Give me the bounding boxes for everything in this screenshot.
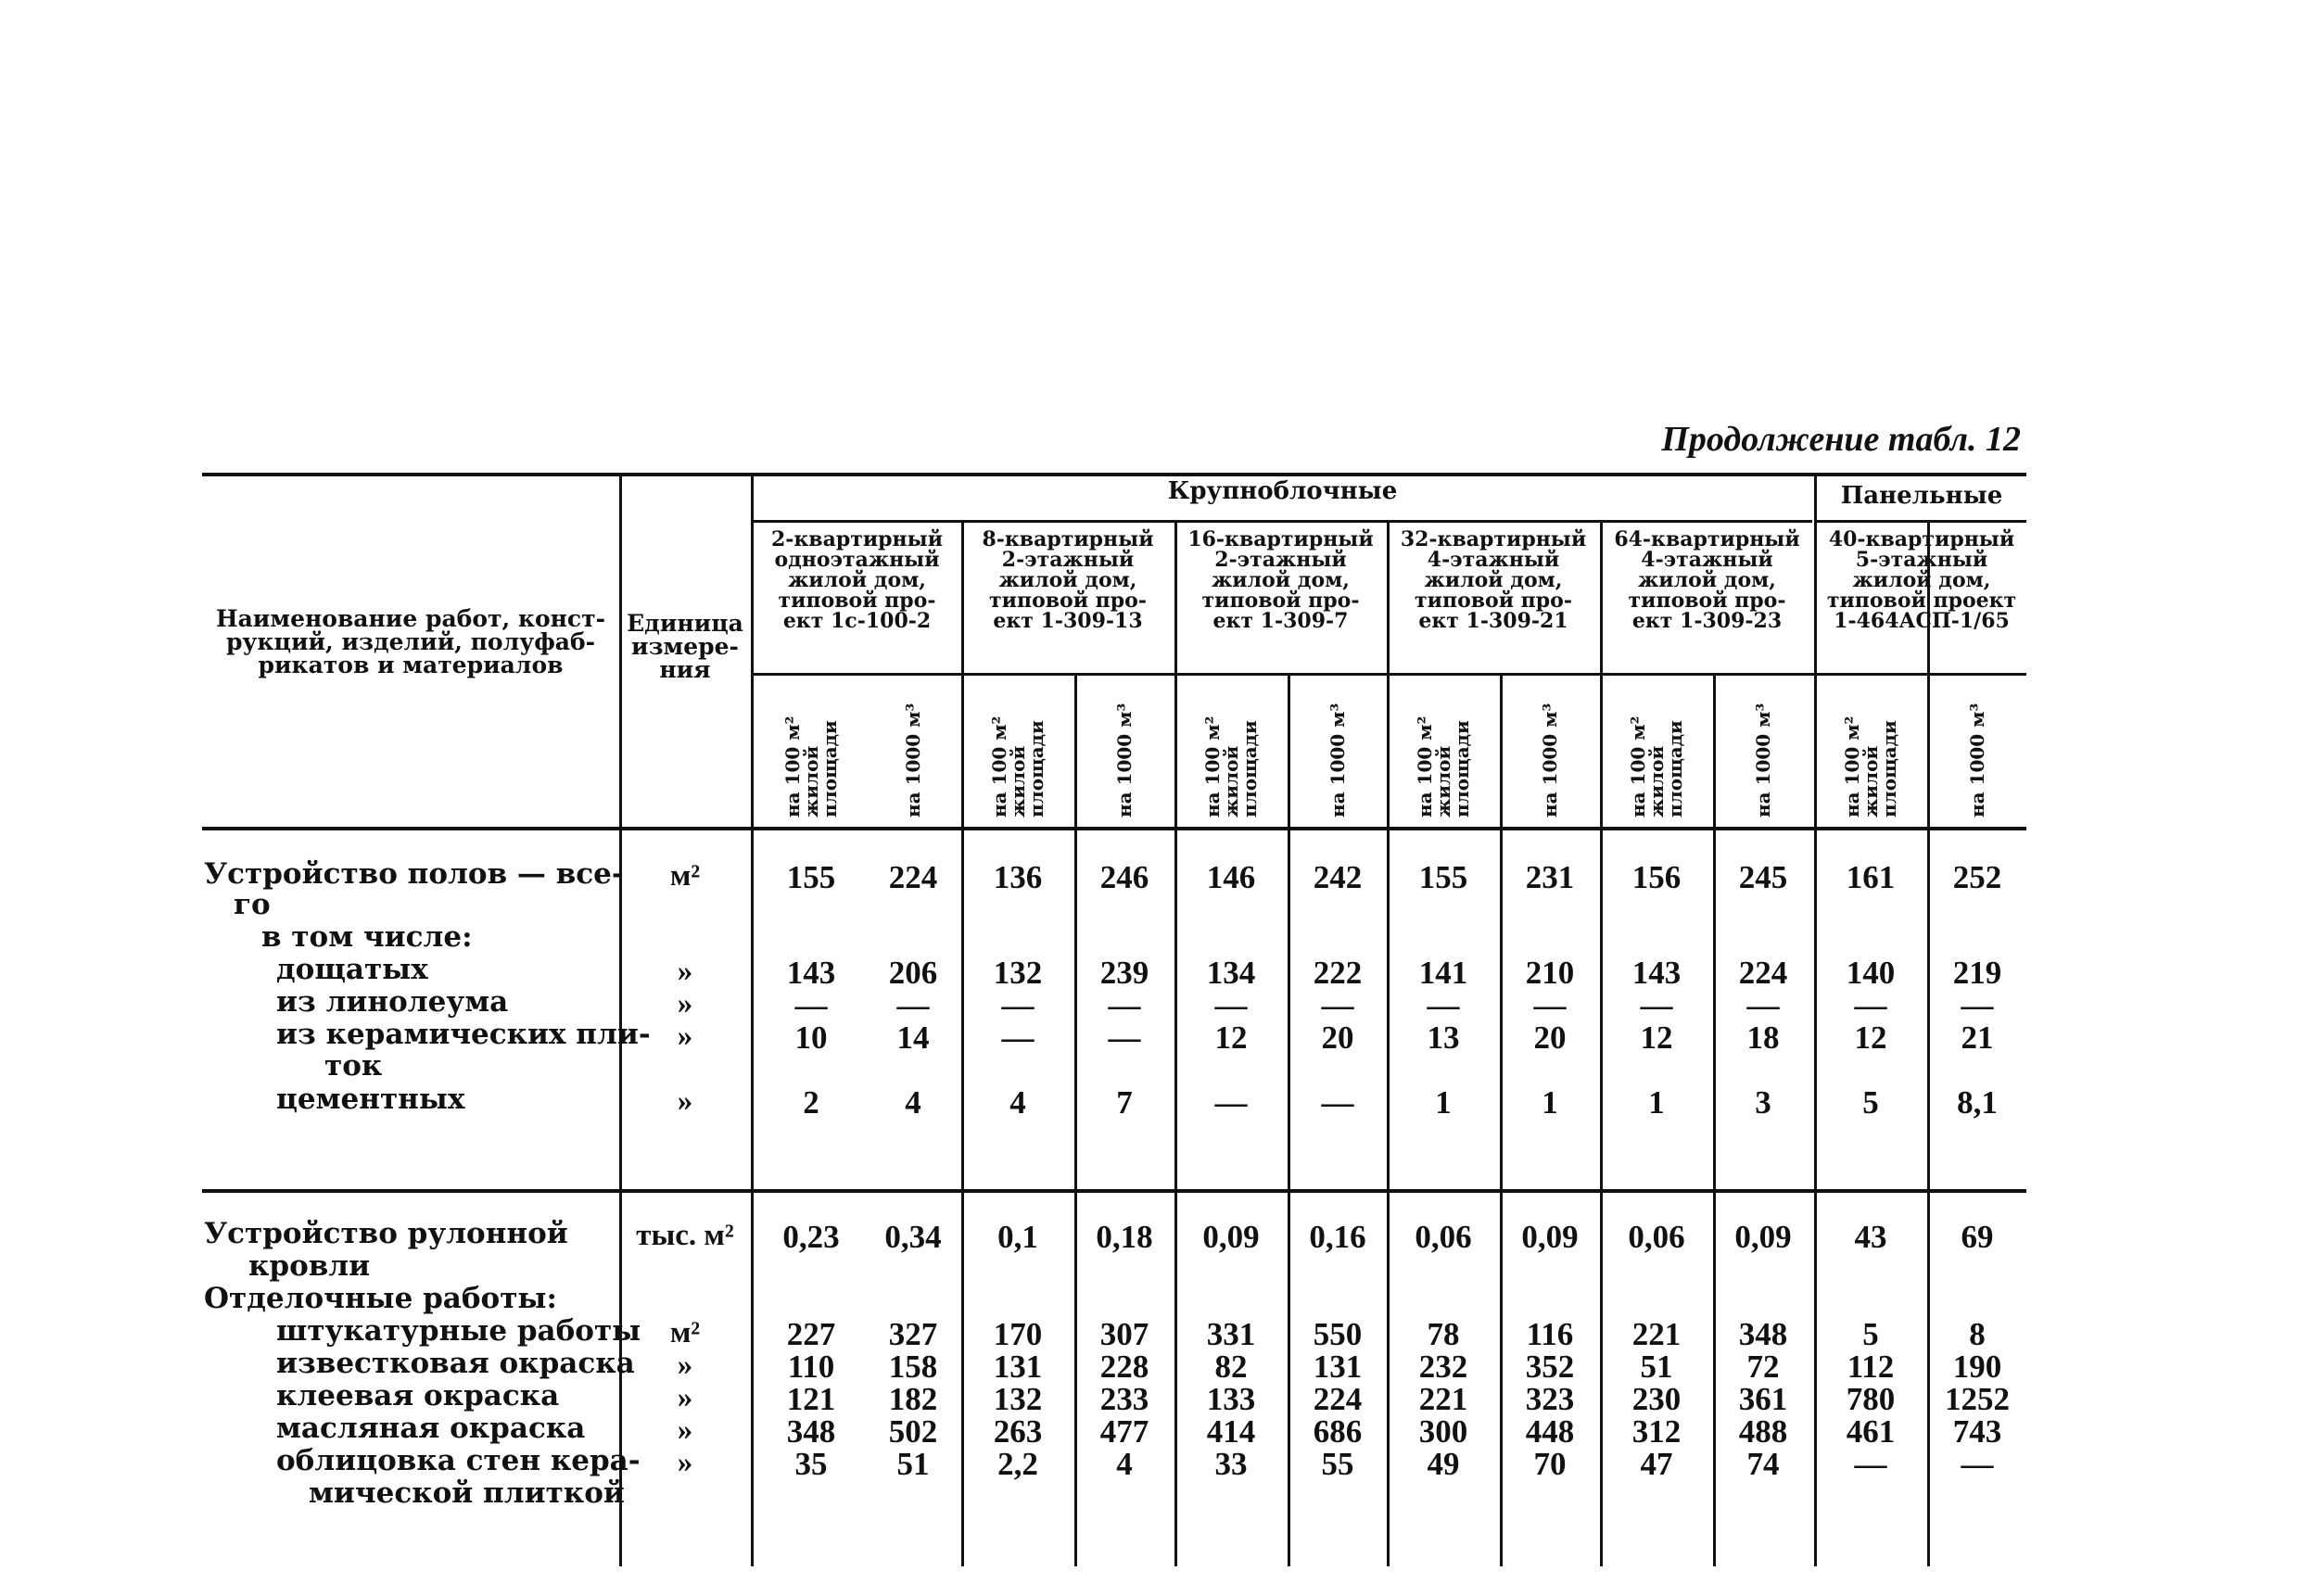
table-cell: 116 [1526,1316,1574,1352]
row-label: кровли [248,1249,371,1283]
table-cell: 131 [993,1349,1043,1385]
table-cell: 4 [905,1084,921,1121]
table-cell: — [896,987,930,1023]
table-cell: 221 [1418,1381,1468,1417]
table-cell: 155 [786,859,836,895]
row-unit: тыс. м² [636,1219,734,1252]
table-cell: 312 [1631,1413,1682,1450]
sub-header-per-100-living-area: на 100 м² жилой площади [1841,716,1900,817]
table-cell: 155 [1418,859,1468,895]
table-cell: 7 [1116,1084,1133,1121]
table-cell: 3 [1755,1084,1771,1121]
table-cell: 74 [1746,1446,1780,1482]
table-cell: — [1214,1084,1248,1121]
table-cell: 221 [1631,1316,1682,1352]
row-unit: » [677,955,693,988]
table-cell: 307 [1099,1316,1149,1352]
table-cell: 323 [1525,1381,1575,1417]
table-cell: 143 [786,955,836,991]
project-rule [753,673,2026,676]
table-cell: 70 [1533,1446,1567,1482]
sub-header-per-1000-volume: на 1000 м³ [902,703,924,817]
table-cell: 230 [1631,1381,1682,1417]
table-cell: 35 [794,1446,828,1482]
table-cell: 224 [888,859,938,895]
table-cell: 245 [1738,859,1788,895]
table-cell: 5 [1862,1316,1879,1352]
project-header: 64-квартирный 4-этажный жилой дом, типовой про- ект 1-309-23 [1614,527,1800,633]
table-cell: 0,18 [1096,1219,1153,1255]
table-cell: 0,09 [1734,1219,1792,1255]
table-cell: 352 [1525,1349,1575,1385]
table-cell: 263 [993,1413,1043,1450]
table-cell: 0,06 [1415,1219,1472,1255]
column-rule [751,473,754,1566]
table-cell: 1252 [1945,1381,2010,1417]
table-cell: 1 [1648,1084,1665,1121]
table-cell: 219 [1952,955,2002,991]
table-cell: 224 [1313,1381,1363,1417]
row-label: в том числе: [261,920,473,954]
unit-column-header: Единица измере- ния [627,610,743,683]
column-rule [1387,520,1390,1566]
table-cell: 136 [993,859,1043,895]
table-cell: 0,09 [1521,1219,1579,1255]
table-cell: 10 [794,1020,828,1056]
sub-header-per-1000-volume: на 1000 м³ [1113,703,1136,817]
table-cell: 206 [888,955,938,991]
group-rule-panel [1817,520,2026,523]
column-rule [961,520,964,1566]
project-header: 16-квартирный 2-этажный жилой дом, типовой про- ект 1-309-7 [1187,527,1374,633]
table-cell: — [1001,987,1035,1023]
table-cell: — [1640,987,1673,1023]
table-cell: 348 [786,1413,836,1450]
table-cell: 227 [786,1316,836,1352]
sub-header-per-1000-volume: на 1000 м³ [1539,703,1561,817]
row-label: облицовка стен кера- [276,1444,641,1477]
table-cell: 448 [1525,1413,1575,1450]
table-cell: 331 [1206,1316,1256,1352]
table-cell: 132 [993,955,1043,991]
group-rule-large [753,520,1812,523]
table-cell: 361 [1738,1381,1788,1417]
sub-header-per-1000-volume: на 1000 м³ [1966,703,1988,817]
table-cell: 156 [1631,859,1682,895]
table-cell: 141 [1418,955,1468,991]
table-cell: 146 [1206,859,1256,895]
row-label: Отделочные работы: [204,1282,557,1315]
group-header-large-block: Крупноблочные [1167,477,1398,505]
column-rule [1927,520,1930,1566]
table-cell: — [794,987,828,1023]
row-label: ток [324,1049,383,1083]
table-cell: 47 [1640,1446,1673,1482]
table-cell: — [1321,1084,1354,1121]
table-cell: 477 [1099,1413,1149,1450]
row-label: клеевая окраска [276,1379,560,1412]
table-cell: 72 [1746,1349,1780,1385]
row-label: Устройство полов — все- [204,857,624,891]
table-cell: 232 [1418,1349,1468,1385]
table-cell: — [1214,987,1248,1023]
table-cell: 12 [1640,1020,1673,1056]
row-unit: » [677,1413,693,1447]
row-label: Устройство рулонной [204,1217,568,1250]
project-header: 32-квартирный 4-этажный жилой дом, типовой про- ект 1-309-21 [1400,527,1587,633]
table-cell: — [1533,987,1567,1023]
row-unit: м² [669,1316,701,1349]
section-rule [202,1189,2026,1193]
table-cell: 502 [888,1413,938,1450]
column-rule [1600,520,1603,1566]
column-rule [1288,673,1290,1566]
project-header: 40-квартирный 5-этажный жилой дом, типовой проект 1-464АСП-1/65 [1826,527,2017,633]
name-column-header: Наименование работ, конст- рукций, изделий, полуфаб- рикатов и материалов [215,605,606,678]
row-label: из керамических пли- [276,1018,651,1051]
column-rule [1814,473,1817,1566]
table-cell: 0,1 [997,1219,1038,1255]
table-cell: 51 [1640,1349,1673,1385]
table-cell: 686 [1313,1413,1363,1450]
table-cell: 140 [1846,955,1896,991]
table-cell: 20 [1533,1020,1567,1056]
table-cell: — [1746,987,1780,1023]
table-cell: — [1961,1446,1994,1482]
table-cell: 133 [1206,1381,1256,1417]
table-cell: 300 [1418,1413,1468,1450]
table-cell: 182 [888,1381,938,1417]
table-cell: — [1001,1020,1035,1056]
table-cell: 239 [1099,955,1149,991]
table-cell: 51 [896,1446,930,1482]
table-cell: 224 [1738,955,1788,991]
table-cell: 348 [1738,1316,1788,1352]
table-cell: 55 [1321,1446,1354,1482]
row-label: из линолеума [276,985,509,1019]
table-cell: 110 [787,1349,835,1385]
table-cell: 49 [1427,1446,1460,1482]
table-cell: — [1321,987,1354,1023]
table-cell: 121 [786,1381,836,1417]
table-cell: 414 [1206,1413,1256,1450]
column-rule [1713,673,1716,1566]
table-cell: 0,23 [782,1219,840,1255]
table-cell: 12 [1214,1020,1248,1056]
table-cell: 8 [1969,1316,1986,1352]
table-cell: 33 [1214,1446,1248,1482]
sub-header-per-100-living-area: на 100 м² жилой площади [988,716,1047,817]
table-cell: 1 [1435,1084,1452,1121]
table-cell: 112 [1847,1349,1895,1385]
table-cell: 161 [1846,859,1896,895]
table-cell: 327 [888,1316,938,1352]
row-unit: » [677,987,693,1020]
table-cell: 82 [1214,1349,1248,1385]
row-label: го [234,888,271,921]
column-rule [1074,673,1077,1566]
table-cell: 1 [1542,1084,1558,1121]
table-cell: 222 [1313,955,1363,991]
row-unit: » [677,1446,693,1479]
row-label: дощатых [276,953,428,986]
table-cell: 246 [1099,859,1149,895]
table-cell: 18 [1746,1020,1780,1056]
table-cell: — [1961,987,1994,1023]
sub-header-per-100-living-area: на 100 м² жилой площади [1201,716,1261,817]
table-cell: 13 [1427,1020,1460,1056]
table-cell: 252 [1952,859,2002,895]
table-cell: 21 [1961,1020,1994,1056]
project-header: 8-квартирный 2-этажный жилой дом, типовой про- ект 1-309-13 [982,527,1154,633]
table-cell: 0,16 [1309,1219,1366,1255]
row-unit: » [677,1020,693,1053]
table-cell: 78 [1427,1316,1460,1352]
row-unit: » [677,1349,693,1382]
table-cell: 550 [1313,1316,1363,1352]
table-cell: 4 [1116,1446,1133,1482]
table-cell: 5 [1862,1084,1879,1121]
row-unit: » [677,1084,693,1118]
row-label: цементных [276,1083,465,1116]
table-cell: 242 [1313,859,1363,895]
row-label: известковая окраска [276,1347,635,1380]
table-cell: 0,09 [1202,1219,1260,1255]
row-label: мической плиткой [309,1476,625,1510]
table-cell: 132 [993,1381,1043,1417]
table-cell: 143 [1631,955,1682,991]
table-cell: — [1854,1446,1887,1482]
table-cell: 461 [1846,1413,1896,1450]
row-unit: м² [669,859,701,893]
table-cell: 14 [896,1020,930,1056]
table-cell: 228 [1099,1349,1149,1385]
table-cell: 43 [1854,1219,1887,1255]
sub-header-per-100-living-area: на 100 м² жилой площади [1414,716,1473,817]
column-rule [1500,673,1503,1566]
table-cell: — [1108,987,1141,1023]
table-cell: 69 [1961,1219,1994,1255]
table-cell: 12 [1854,1020,1887,1056]
group-header-panel: Панельные [1840,482,2003,510]
table-cell: 0,06 [1628,1219,1685,1255]
sub-header-per-100-living-area: на 100 м² жилой площади [1627,716,1686,817]
table-cell: — [1854,987,1887,1023]
table-cell: 134 [1206,955,1256,991]
table-cell: — [1108,1020,1141,1056]
table-cell: 210 [1525,955,1575,991]
table-cell: 488 [1738,1413,1788,1450]
table-cell: 20 [1321,1020,1354,1056]
sub-header-per-1000-volume: на 1000 м³ [1752,703,1774,817]
row-label: штукатурные работы [276,1314,641,1348]
table-cell: 743 [1952,1413,2002,1450]
table-cell: 2 [803,1084,819,1121]
row-unit: » [677,1381,693,1414]
table-cell: — [1427,987,1460,1023]
top-rule [202,473,2026,476]
table-cell: 131 [1313,1349,1363,1385]
table-cell: 233 [1099,1381,1149,1417]
column-rule [1174,520,1177,1566]
row-label: масляная окраска [276,1412,586,1445]
table-cell: 170 [993,1316,1043,1352]
table-cell: 158 [888,1349,938,1385]
table-cell: 8,1 [1957,1084,1998,1121]
table-cell: 780 [1846,1381,1896,1417]
table-cell: 4 [1009,1084,1026,1121]
table-cell: 231 [1525,859,1575,895]
header-bottom-rule [202,827,2026,830]
table-cell: 0,34 [884,1219,942,1255]
table-cell: 190 [1952,1349,2002,1385]
sub-header-per-100-living-area: на 100 м² жилой площади [781,716,841,817]
table-caption: Продолжение табл. 12 [1661,420,2021,459]
sub-header-per-1000-volume: на 1000 м³ [1327,703,1349,817]
table-cell: 2,2 [997,1446,1038,1482]
project-header: 2-квартирный одноэтажный жилой дом, типовой про- ект 1с-100-2 [770,527,944,633]
